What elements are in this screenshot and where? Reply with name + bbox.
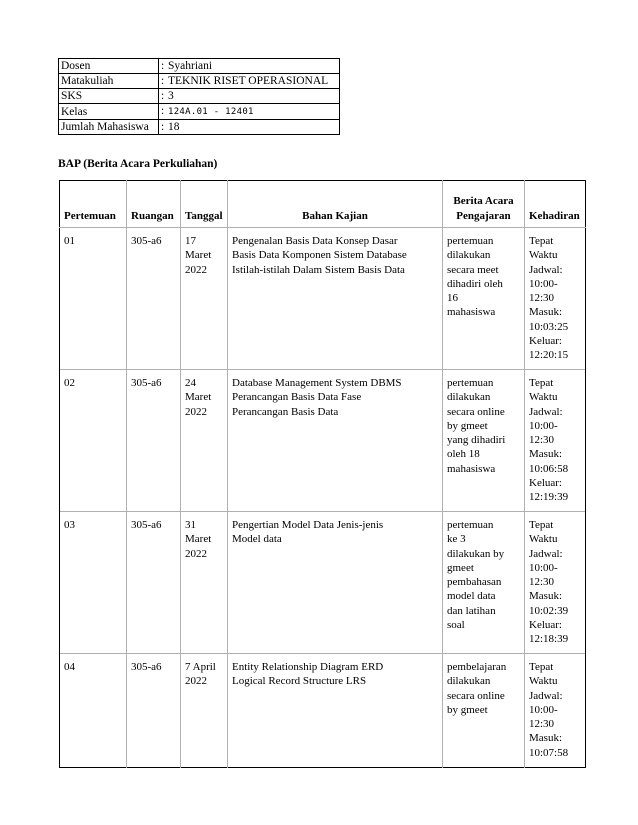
cell-berita-acara-line: dihadiri oleh (447, 277, 503, 290)
info-row (59, 104, 340, 120)
cell-tanggal-line: 7 April (185, 661, 216, 673)
cell-kehadiran (525, 370, 586, 512)
cell-tanggal (181, 370, 228, 512)
cell-ruangan: 305-a6 (127, 228, 181, 370)
table-header-row (60, 181, 586, 228)
cell-pertemuan: 04 (60, 654, 127, 768)
cell-kehadiran-line: 12:19:39 (529, 491, 569, 504)
info-row (59, 74, 340, 89)
cell-tanggal-line: 2022 (185, 263, 207, 276)
cell-kehadiran-line: Jadwal: (529, 263, 563, 276)
cell-berita-acara (443, 370, 525, 512)
cell-kehadiran-line: Masuk: (529, 732, 562, 745)
cell-ruangan: 305-a6 (127, 512, 181, 654)
cell-bahan-kajian-line: Logical Record Structure LRS (232, 675, 367, 688)
table-row (60, 654, 586, 768)
cell-berita-acara-line: ke 3 (447, 533, 466, 546)
cell-berita-acara-line: pembelajaran (447, 661, 507, 673)
table-row (60, 228, 586, 370)
cell-tanggal-line: Maret (185, 391, 212, 404)
cell-kehadiran-line: 10:07:58 (529, 746, 569, 759)
info-value: TEKNIK RISET OPERASIONAL (168, 75, 329, 87)
cell-berita-acara-line: oleh 18 (447, 448, 480, 461)
info-value-cell (159, 59, 340, 74)
info-label: SKS (59, 89, 159, 104)
cell-tanggal (181, 228, 228, 370)
bap-title: BAP (Berita Acara Perkuliahan) (58, 158, 218, 170)
cell-kehadiran-line: Waktu (529, 249, 558, 262)
cell-kehadiran-line: 10:00- (529, 703, 558, 716)
header-berita-acara: Berita Acara Pengajaran (443, 181, 525, 228)
info-value-cell (159, 104, 340, 120)
cell-bahan-kajian-line: Basis Data Komponen Sistem Database (232, 249, 407, 262)
cell-berita-acara-line: pertemuan (447, 519, 494, 531)
cell-kehadiran-line: Keluar: (529, 335, 562, 348)
info-value: 124A.01 - 12401 (168, 107, 254, 117)
cell-tanggal-line: 2022 (185, 547, 207, 560)
course-info-table (58, 58, 340, 135)
info-colon: : (161, 121, 165, 133)
cell-kehadiran-line: 10:00- (529, 419, 558, 432)
cell-berita-acara-line: secara meet (447, 263, 499, 276)
cell-kehadiran-line: Tepat (529, 377, 554, 389)
cell-berita-acara (443, 228, 525, 370)
header-ruangan: Ruangan (127, 181, 181, 228)
cell-berita-acara-line: model data (447, 590, 496, 603)
info-label: Kelas (59, 104, 159, 120)
cell-berita-acara (443, 654, 525, 768)
table-row (60, 512, 586, 654)
info-value-cell (159, 120, 340, 135)
info-value-cell (159, 89, 340, 104)
cell-berita-acara-line: pertemuan (447, 235, 494, 247)
cell-berita-acara-line: soal (447, 619, 465, 632)
cell-kehadiran-line: 12:20:15 (529, 349, 569, 362)
info-colon: : (161, 105, 165, 117)
cell-tanggal-line: Maret (185, 533, 212, 546)
cell-bahan-kajian (228, 654, 443, 768)
cell-kehadiran-line: Keluar: (529, 619, 562, 632)
bap-table (59, 180, 586, 768)
cell-berita-acara-line: mahasiswa (447, 306, 496, 319)
cell-bahan-kajian-line: Perancangan Basis Data (232, 405, 339, 418)
cell-berita-acara-line: gmeet (447, 561, 474, 574)
table-row (60, 370, 586, 512)
cell-berita-acara-line: dilakukan (447, 249, 491, 262)
cell-kehadiran-line: Jadwal: (529, 405, 563, 418)
cell-kehadiran-line: Waktu (529, 391, 558, 404)
info-row (59, 59, 340, 74)
cell-kehadiran-line: Waktu (529, 533, 558, 546)
info-colon: : (161, 60, 165, 72)
cell-bahan-kajian (228, 512, 443, 654)
info-value-cell (159, 74, 340, 89)
cell-tanggal-line: 2022 (185, 675, 207, 688)
cell-berita-acara-line: dilakukan (447, 675, 491, 688)
cell-berita-acara-line: secara online (447, 689, 505, 702)
cell-berita-acara-line: dilakukan by (447, 547, 505, 560)
header-pertemuan: Pertemuan (60, 181, 127, 228)
cell-berita-acara-line: pertemuan (447, 377, 494, 389)
cell-kehadiran-line: 10:06:58 (529, 462, 569, 475)
info-value: Syahriani (168, 60, 213, 72)
cell-pertemuan: 02 (60, 370, 127, 512)
cell-kehadiran-line: 10:03:25 (529, 320, 569, 333)
cell-tanggal-line: 17 (185, 235, 196, 247)
header-tanggal: Tanggal (181, 181, 228, 228)
header-kehadiran: Kehadiran (525, 181, 586, 228)
cell-bahan-kajian-line: Istilah-istilah Dalam Sistem Basis Data (232, 263, 405, 276)
cell-berita-acara-line: secara online (447, 405, 505, 418)
cell-ruangan: 305-a6 (127, 654, 181, 768)
cell-berita-acara-line: by gmeet (447, 703, 488, 716)
cell-berita-acara-line: dilakukan (447, 391, 491, 404)
cell-kehadiran-line: 10:00- (529, 277, 558, 290)
cell-kehadiran-line: 12:30 (529, 434, 555, 447)
info-label: Jumlah Mahasiswa (59, 120, 159, 135)
info-row (59, 120, 340, 135)
cell-kehadiran-line: Jadwal: (529, 547, 563, 560)
cell-kehadiran (525, 654, 586, 768)
cell-kehadiran-line: Tepat (529, 519, 554, 531)
cell-kehadiran-line: Masuk: (529, 306, 562, 319)
cell-tanggal-line: 31 (185, 519, 196, 531)
cell-kehadiran (525, 512, 586, 654)
info-value: 18 (168, 121, 180, 133)
cell-kehadiran (525, 228, 586, 370)
info-label: Matakuliah (59, 74, 159, 89)
cell-kehadiran-line: Tepat (529, 661, 554, 673)
cell-kehadiran-line: Tepat (529, 235, 554, 247)
cell-bahan-kajian-line: Pengertian Model Data Jenis-jenis (232, 519, 384, 531)
cell-kehadiran-line: 12:30 (529, 718, 555, 731)
cell-berita-acara-line: yang dihadiri (447, 434, 506, 447)
cell-bahan-kajian-line: Perancangan Basis Data Fase (232, 391, 362, 404)
cell-kehadiran-line: Waktu (529, 675, 558, 688)
cell-kehadiran-line: 12:30 (529, 292, 555, 305)
info-colon: : (161, 90, 165, 102)
cell-pertemuan: 01 (60, 228, 127, 370)
cell-ruangan: 305-a6 (127, 370, 181, 512)
cell-tanggal-line: Maret (185, 249, 212, 262)
cell-berita-acara-line: mahasiswa (447, 462, 496, 475)
cell-bahan-kajian-line: Database Management System DBMS (232, 377, 402, 389)
cell-berita-acara (443, 512, 525, 654)
cell-bahan-kajian-line: Entity Relationship Diagram ERD (232, 661, 384, 673)
cell-tanggal-line: 2022 (185, 405, 207, 418)
cell-bahan-kajian (228, 228, 443, 370)
cell-kehadiran-line: Keluar: (529, 477, 562, 490)
cell-tanggal-line: 24 (185, 377, 196, 389)
cell-berita-acara-line: pembahasan (447, 576, 502, 589)
cell-tanggal (181, 654, 228, 768)
cell-berita-acara-line: 16 (447, 292, 458, 305)
header-bahan-kajian: Bahan Kajian (228, 181, 443, 228)
cell-berita-acara-line: by gmeet (447, 419, 488, 432)
cell-kehadiran-line: Masuk: (529, 590, 562, 603)
cell-bahan-kajian (228, 370, 443, 512)
cell-kehadiran-line: Jadwal: (529, 689, 563, 702)
cell-bahan-kajian-line: Pengenalan Basis Data Konsep Dasar (232, 235, 398, 247)
cell-kehadiran-line: 12:30 (529, 576, 555, 589)
cell-tanggal (181, 512, 228, 654)
info-label: Dosen (59, 59, 159, 74)
cell-kehadiran-line: 12:18:39 (529, 633, 569, 646)
cell-bahan-kajian-line: Model data (232, 533, 282, 546)
info-colon: : (161, 75, 165, 87)
info-row (59, 89, 340, 104)
info-value: 3 (168, 90, 174, 102)
cell-pertemuan: 03 (60, 512, 127, 654)
cell-kehadiran-line: 10:00- (529, 561, 558, 574)
cell-berita-acara-line: dan latihan (447, 604, 496, 617)
cell-kehadiran-line: 10:02:39 (529, 604, 569, 617)
cell-kehadiran-line: Masuk: (529, 448, 562, 461)
